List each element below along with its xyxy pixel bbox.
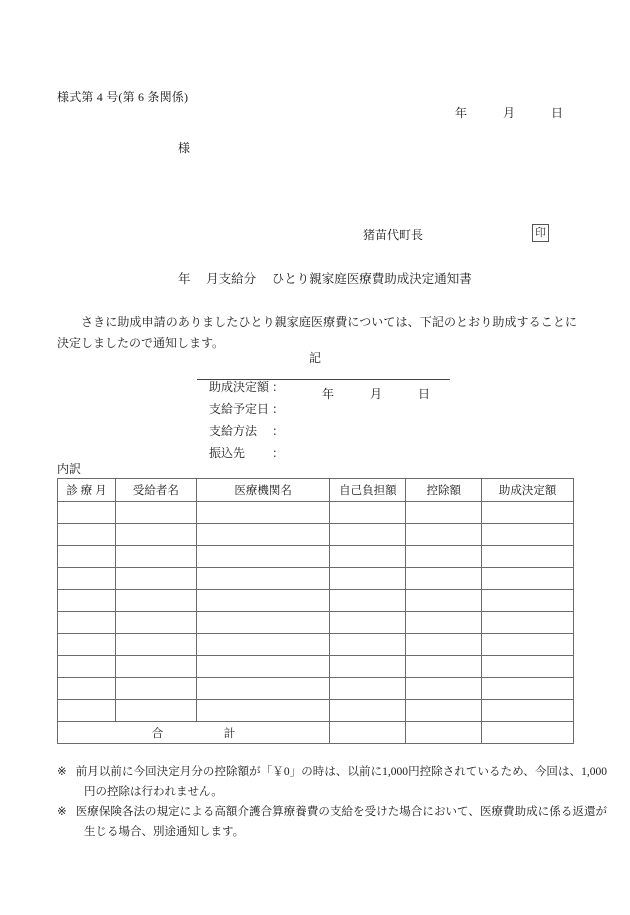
table-cell[interactable] [330,656,406,678]
table-cell[interactable] [406,568,482,590]
table-cell[interactable] [196,612,330,634]
table-cell[interactable] [115,656,196,678]
table-cell[interactable] [330,700,406,722]
footnote-mark-icon: ※ [57,766,67,778]
table-cell[interactable] [115,502,196,524]
table-cell[interactable] [482,678,574,700]
column-header-medical-institution: 医療機関名 [196,479,330,502]
detail-row-transfer-account [197,429,284,476]
table-cell[interactable] [482,568,574,590]
table-cell[interactable] [196,502,330,524]
table-cell[interactable] [196,568,330,590]
table-cell[interactable] [330,678,406,700]
table-cell[interactable] [58,656,116,678]
table-cell[interactable] [330,546,406,568]
table-cell[interactable] [196,524,330,546]
table-cell[interactable] [482,634,574,656]
table-cell[interactable] [482,546,574,568]
table-cell[interactable] [482,524,574,546]
table-cell[interactable] [58,524,116,546]
breakdown-table [57,478,574,744]
footnote-deduction-note [57,762,607,802]
form-code: 様式第 4 号(第 6 条関係) [57,90,189,104]
detail-label-transfer-account: 振込先 ： [209,446,285,460]
table-cell[interactable] [58,612,116,634]
total-self-payment-cell[interactable] [330,722,406,744]
table-row [58,546,574,568]
table-row [58,634,574,656]
table-cell[interactable] [58,590,116,612]
recipient-honorific: 様 [178,141,191,155]
ki-mark: 記 [308,351,321,365]
table-cell[interactable] [58,634,116,656]
breakdown-label: 内訳 [57,462,82,476]
table-cell[interactable] [330,568,406,590]
detail-label-payment-method: 支給方法 ： [209,424,285,438]
footnote-text: 前月以前に今回決定月分の控除額が「￥0」の時は、以前に1,000円控除されているため、今回は、1,000円の控除は行われません。 [75,766,607,798]
table-row [58,502,574,524]
table-cell[interactable] [406,502,482,524]
table-cell[interactable] [406,612,482,634]
table-cell[interactable] [58,568,116,590]
table-cell[interactable] [406,678,482,700]
table-cell[interactable] [330,524,406,546]
table-row [58,656,574,678]
column-header-grant-amount: 助成決定額 [482,479,574,502]
column-header-self-payment: 自己負担額 [330,479,406,502]
table-cell[interactable] [58,502,116,524]
table-row [58,700,574,722]
total-label-cell: 合 計 [58,722,330,744]
table-row [58,568,574,590]
table-cell[interactable] [115,590,196,612]
column-header-treatment-month: 診 療 月 [58,479,116,502]
table-cell[interactable] [330,590,406,612]
table-cell[interactable] [406,656,482,678]
table-cell[interactable] [482,590,574,612]
table-cell[interactable] [482,700,574,722]
table-cell[interactable] [115,700,196,722]
total-grant-cell[interactable] [482,722,574,744]
table-cell[interactable] [115,634,196,656]
table-row [58,524,574,546]
table-cell[interactable] [330,502,406,524]
payment-date-blank: 年 月 日 [322,387,431,401]
table-cell[interactable] [115,546,196,568]
table-cell[interactable] [115,524,196,546]
footnote-mark-icon: ※ [57,806,67,818]
issuer-title: 猪苗代町長 [363,228,424,242]
table-cell[interactable] [330,612,406,634]
table-cell[interactable] [58,678,116,700]
footnote-refund-note [57,802,607,842]
table-cell[interactable] [115,612,196,634]
detail-label-grant-amount: 助成決定額 ： [209,380,285,394]
table-cell[interactable] [406,700,482,722]
table-cell[interactable] [58,700,116,722]
table-cell[interactable] [196,678,330,700]
table-cell[interactable] [406,590,482,612]
column-header-deduction: 控除額 [406,479,482,502]
table-cell[interactable] [115,678,196,700]
table-cell[interactable] [406,546,482,568]
issue-date-line: 年 月 日 [455,106,564,120]
table-cell[interactable] [406,524,482,546]
table-cell[interactable] [58,546,116,568]
seal-icon: 印 [532,224,549,242]
table-cell[interactable] [482,656,574,678]
page-title: 年 月支給分 ひとり親家庭医療費助成決定通知書 [178,272,472,286]
table-cell[interactable] [196,590,330,612]
table-row [58,590,574,612]
table-cell[interactable] [196,546,330,568]
table-row [58,612,574,634]
footnote-text: 医療保険各法の規定による高額介護合算療養費の支給を受けた場合において、医療費助成に係る返還が生じる場合、別途通知します。 [75,806,608,838]
table-row [58,678,574,700]
table-cell[interactable] [115,568,196,590]
table-cell[interactable] [406,634,482,656]
column-header-recipient-name: 受給者名 [115,479,196,502]
body-paragraph: さきに助成申請のありましたひとり親家庭医療費については、下記のとおり助成することに決定しましたので通知します。 [57,315,577,350]
table-cell[interactable] [482,612,574,634]
table-cell[interactable] [482,502,574,524]
table-cell[interactable] [196,700,330,722]
total-deduction-cell[interactable] [406,722,482,744]
table-cell[interactable] [196,634,330,656]
table-total-row [58,722,574,744]
table-header-row [58,479,574,502]
table-cell[interactable] [330,634,406,656]
table-cell[interactable] [196,656,330,678]
detail-label-payment-date: 支給予定日 ： [209,402,285,416]
grant-amount-underline [197,379,450,380]
